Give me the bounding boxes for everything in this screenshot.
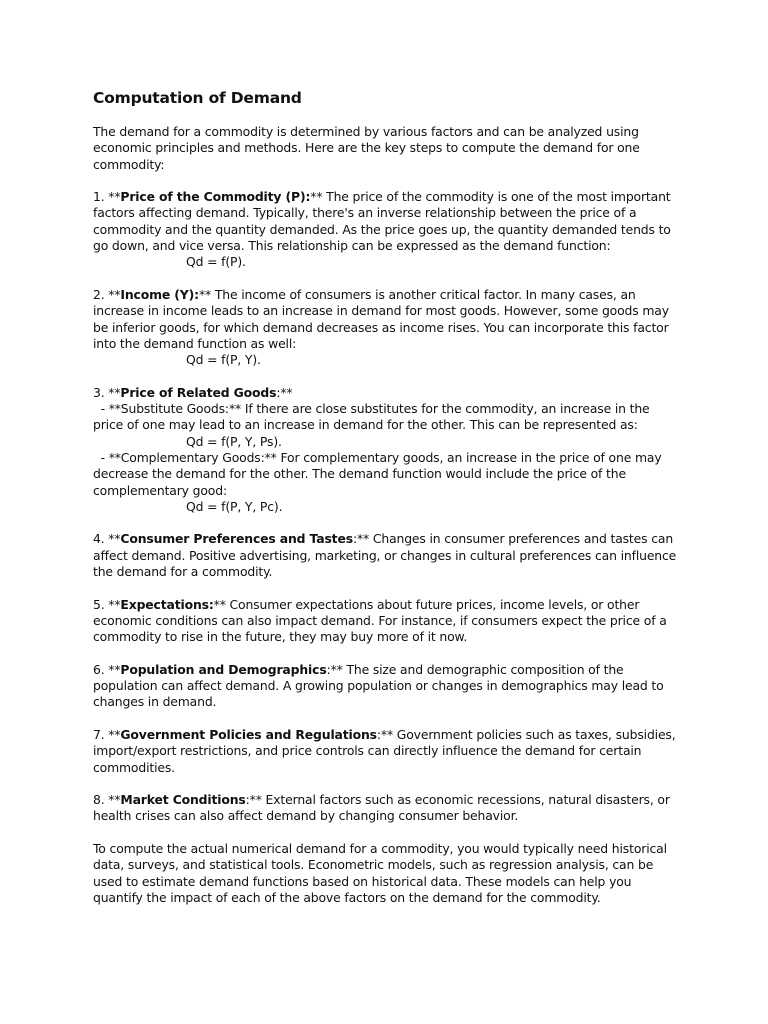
list-item-expectations bbox=[93, 597, 678, 646]
item-suffix: :** bbox=[326, 661, 347, 677]
closing-paragraph: To compute the actual numerical demand for a commodity, you would typically need historical data, surveys, and statistical tools. Econometric models, such as regression analysis, can be used to estimate demand functions based on historical data. These models can help you quantify the impact of each of the above factors on the demand for the commodity. bbox=[93, 841, 667, 905]
list-item-preferences bbox=[93, 531, 678, 580]
item-suffix: :** bbox=[276, 384, 293, 400]
subitem-text: - **Substitute Goods:** If there are close substitutes for the commodity, an increase in the price of one may lead to an increase in demand for the other. This can be represented as: bbox=[93, 401, 654, 433]
list-item-income bbox=[93, 287, 678, 368]
item-suffix: ** bbox=[310, 189, 327, 205]
item-text: Changes in consumer preferences and tastes can affect demand. Positive advertising, marketing, or changes in cultural preferences can influence the demand for a commodity. bbox=[93, 531, 677, 580]
item-suffix: :** bbox=[376, 726, 397, 742]
item-label: Market Conditions bbox=[120, 792, 246, 808]
formula: Qd = f(P). bbox=[186, 254, 246, 270]
formula: Qd = f(P, Y). bbox=[186, 352, 261, 368]
item-prefix: 1. ** bbox=[93, 189, 121, 205]
subitem-substitute-goods bbox=[93, 401, 678, 450]
item-label: Price of the Commodity (P): bbox=[120, 189, 311, 205]
item-text: The size and demographic composition of the population can affect demand. A growing population or changes in demographics may lead to changes in demand. bbox=[93, 661, 664, 710]
page-title: Computation of Demand bbox=[93, 89, 302, 107]
list-item-government bbox=[93, 727, 678, 776]
item-label: Population and Demographics bbox=[120, 661, 327, 677]
item-text: Government policies such as taxes, subsidies, import/export restrictions, and price controls can directly influence the demand for certain commodities. bbox=[93, 726, 676, 775]
list-item-market-conditions bbox=[93, 792, 678, 825]
item-label: Price of Related Goods bbox=[120, 384, 277, 400]
item-text: External factors such as economic recessions, natural disasters, or health crises can also affect demand by changing consumer behavior. bbox=[93, 792, 670, 824]
item-suffix: :** bbox=[352, 531, 373, 547]
item-prefix: 6. ** bbox=[93, 661, 121, 677]
formula: Qd = f(P, Y, Ps). bbox=[186, 433, 282, 449]
list-item-population bbox=[93, 662, 678, 711]
item-label: Government Policies and Regulations bbox=[120, 726, 377, 742]
item-label: Expectations: bbox=[120, 596, 214, 612]
item-prefix: 8. ** bbox=[93, 792, 121, 808]
subitem-text: - **Complementary Goods:** For complementary goods, an increase in the price of one may decrease the demand for the other. The demand function would include the price of the complementary good: bbox=[93, 449, 666, 498]
item-suffix: ** bbox=[198, 286, 215, 302]
item-text: The price of the commodity is one of the most important factors affecting demand. Typically, there's an inverse relationship between the price of a commodity and the quantity demanded. As the price goes up, the quantity demanded tends to go down, and vice versa. This relationship can be expressed as the demand function: bbox=[93, 189, 671, 254]
item-suffix: :** bbox=[245, 792, 266, 808]
item-label: Income (Y): bbox=[120, 286, 199, 302]
item-prefix: 7. ** bbox=[93, 726, 121, 742]
item-text: The income of consumers is another critical factor. In many cases, an increase in income leads to an increase in demand for most goods. However, some goods may be inferior goods, for which demand decreases as income rises. You can incorporate this factor into the demand function as well: bbox=[93, 286, 669, 351]
item-label: Consumer Preferences and Tastes bbox=[120, 531, 353, 547]
item-text: Consumer expectations about future prices, income levels, or other economic conditions can also impact demand. For instance, if consumers expect the price of a commodity to rise in the future, they may buy more of it now. bbox=[93, 596, 667, 645]
item-prefix: 4. ** bbox=[93, 531, 121, 547]
item-prefix: 5. ** bbox=[93, 596, 121, 612]
formula: Qd = f(P, Y, Pc). bbox=[186, 498, 283, 514]
item-prefix: 2. ** bbox=[93, 286, 121, 302]
list-item-related-goods bbox=[93, 385, 678, 515]
item-prefix: 3. ** bbox=[93, 384, 121, 400]
subitem-complementary-goods bbox=[93, 450, 678, 515]
item-suffix: ** bbox=[213, 596, 230, 612]
list-item-price bbox=[93, 189, 678, 270]
intro-paragraph: The demand for a commodity is determined by various factors and can be analyzed using economic principles and methods. Here are the key steps to compute the demand for one commodity: bbox=[93, 124, 640, 172]
